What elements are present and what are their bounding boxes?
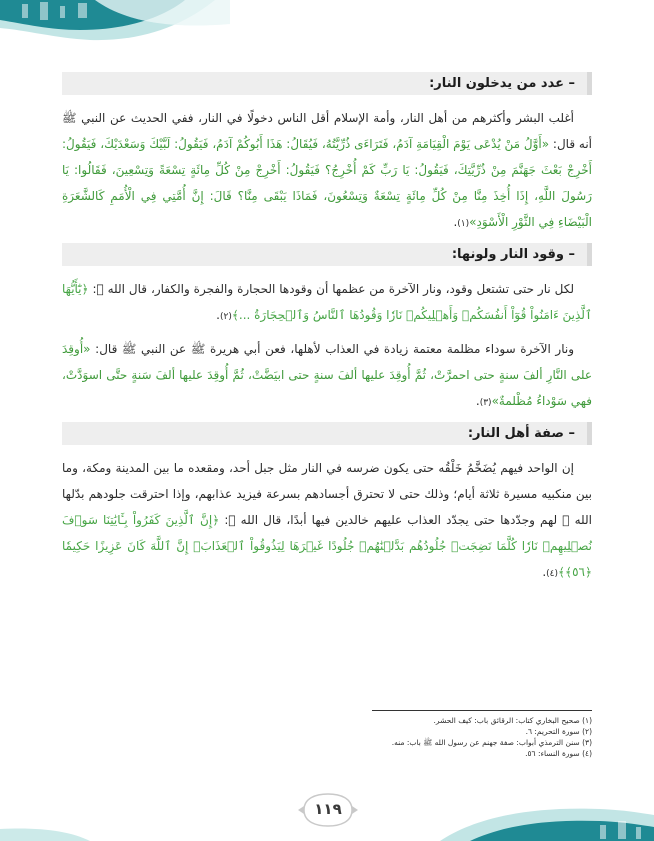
paragraph: لكل نار حتى تشتعل وقود، ونار الآخرة من عظمها أن وقودها الحجارة والفجرة والكفار، قال الله ﷻ: ﴿يَٰٓأَيُّهَا ٱلَّذِينَ ءَامَنُواْ قُوٓاْ أَنفُسَكُمۡ وَأَهۡلِيكُمۡ نَارٗا وَقُودُهَا ٱلنَّاسُ وَٱلۡحِجَارَةُ ...﴾(٢).: [62, 282, 592, 322]
main-content: [62, 72, 592, 593]
footnote: (١) صحيح البخاري كتاب: الرقائق باب: كيف الحشر.: [433, 716, 592, 725]
footnotes: [370, 710, 592, 759]
page-number: ١١٩: [314, 800, 342, 818]
hadith-text: «أُوقِدَ على النَّارِ ألفَ سنةٍ حتى احمرَّتْ، ثُمَّ أُوقِدَ عليها ألفَ سنةٍ حتى ابيَضَّتْ، ثُمَّ أُوقِدَ عليها ألفَ سَنةٍ حتَّى اسوَدَّتْ، فهي سَوْداءُ مُظْلمةٌ»: [62, 342, 592, 408]
footnote-ref: (٢): [219, 312, 232, 322]
top-ornament: [0, 0, 654, 80]
footnote-divider: [372, 710, 592, 711]
paragraph-text: إن الواحد فيهم يُضَخَّمُ خَلْقُه حتى يكون ضرسه في النار مثل جبل أحد، ومقعده ما بين المدينة ومكة، وما بين منكبيه مسيرة ثلاثة أيام؛ وذلك حتى لا تحترق أجسادهم بسرعة فيزيد عذابهم، وإذا احترقت جلودهم بدّلها الله ﷻ لهم وجدّدها حتى يجدّد العذاب عليهم خالدين فيها أبدًا، قال الله ﷻ:: [62, 461, 593, 527]
paragraph-text: ونار الآخرة سوداء مظلمة معتمة زيادة في العذاب لأهلها، فعن أبي هريرة ﷺ عن النبي ﷺ قال:: [90, 342, 574, 356]
footnote: (٢) سورة التحريم: ٦.: [525, 727, 592, 736]
paragraph: إن الواحد فيهم يُضَخَّمُ خَلْقُه حتى يكون ضرسه في النار مثل جبل أحد، ومقعده ما بين المدينة ومكة، وما بين منكبيه مسيرة ثلاثة أيام؛ وذلك حتى لا تحترق أجسادهم بسرعة فيزيد عذابهم، وإذا احترقت جلودهم بدّلها الله ﷻ لهم وجدّدها حتى يجدّد العذاب عليهم خالدين فيها أبدًا، قال الله ﷻ: ﴿إِنَّ ٱلَّذِينَ كَفَرُواْ بِـَٔايَٰتِنَا سَوۡفَ نُصۡلِيهِمۡ نَارٗا كُلَّمَا نَضِجَتۡ جُلُودُهُم بَدَّلۡنَٰهُمۡ جُلُودًا غَيۡرَهَا لِيَذُوقُواْ ٱلۡعَذَابَۗ إِنَّ ٱللَّهَ كَانَ عَزِيزًا حَكِيمٗا ﴿٥٦﴾﴾(٤).: [62, 461, 593, 579]
paragraph-text: أغلب البشر وأكثرهم من أهل النار، وأمة الإسلام أقل الناس دخولًا في النار، ففي الحديث عن النبي ﷺ أنه قال:: [62, 111, 593, 151]
footnote-ref: (٣): [479, 398, 492, 408]
footnote-ref: (١): [457, 219, 470, 229]
hadith-text: «أَوَّلُ مَنْ يُدْعَى يَوْمَ الْقِيَامَةِ آدَمُ، فَتَرَاءَى ذُرِّيَّتُهُ، فَيُقَالُ: هَذَا أَبُوكُمْ آدَمُ، فَيَقُولُ: لَبَّيْكَ وَسَعْدَيْكَ، فَيَقُولُ: أَخْرِجْ بَعْثَ جَهَنَّمَ مِنْ ذُرِّيَّتِكَ، فَيَقُولُ: يَا رَبِّ كَمْ أُخْرِجُ؟ فَيَقُولُ: أَخْرِجْ مِنْ كُلِّ مِائَةٍ تِسْعَةً وَتِسْعِينَ، فَقَالُوا: يَا رَسُولَ اللَّهِ، إِذَا أُخِذَ مِنَّا مِنْ كُلِّ مِائَةٍ تِسْعَةٌ وَتِسْعُونَ، فَمَاذَا يَبْقَى مِنَّا؟ قَالَ: إِنَّ أُمَّتِي فِي الْأُمَمِ كَالشَّعَرَةِ الْبَيْضَاءِ فِي الثَّوْرِ الْأَسْوَدِ»: [62, 137, 592, 229]
footnote: (٣) سنن الترمذي أبواب: صفة جهنم عن رسول الله ﷺ باب: منه.: [391, 738, 592, 747]
footnote-ref: (٤): [546, 569, 559, 579]
paragraph: ونار الآخرة سوداء مظلمة معتمة زيادة في العذاب لأهلها، فعن أبي هريرة ﷺ عن النبي ﷺ قال: «أُوقِدَ على النَّارِ ألفَ سنةٍ حتى احمرَّتْ، ثُمَّ أُوقِدَ عليها ألفَ سنةٍ حتى ابيَضَّتْ، ثُمَّ أُوقِدَ عليها ألفَ سَنةٍ حتَّى اسوَدَّتْ، فهي سَوْداءُ مُظْلمةٌ»(٣).: [62, 342, 592, 408]
quran-verse: ﴿يَٰٓأَيُّهَا ٱلَّذِينَ ءَامَنُواْ قُوٓاْ أَنفُسَكُمۡ وَأَهۡلِيكُمۡ نَارٗا وَقُودُهَا ٱلنَّاسُ وَٱلۡحِجَارَةُ ...﴾: [62, 282, 592, 322]
section-heading: – عدد من يدخلون النار:: [62, 72, 592, 95]
section-heading: – صفة أهل النار:: [62, 422, 592, 445]
section-heading: – وقود النار ولونها:: [62, 243, 592, 266]
paragraph: أغلب البشر وأكثرهم من أهل النار، وأمة الإسلام أقل الناس دخولًا في النار، ففي الحديث عن النبي ﷺ أنه قال: «أَوَّلُ مَنْ يُدْعَى يَوْمَ الْقِيَامَةِ آدَمُ، فَتَرَاءَى ذُرِّيَّتُهُ، فَيُقَالُ: هَذَا أَبُوكُمْ آدَمُ، فَيَقُولُ: لَبَّيْكَ وَسَعْدَيْكَ، فَيَقُولُ: أَخْرِجْ بَعْثَ جَهَنَّمَ مِنْ ذُرِّيَّتِكَ، فَيَقُولُ: يَا رَبِّ كَمْ أُخْرِجُ؟ فَيَقُولُ: أَخْرِجْ مِنْ كُلِّ مِائَةٍ تِسْعَةً وَتِسْعِينَ، فَقَالُوا: يَا رَسُولَ اللَّهِ، إِذَا أُخِذَ مِنَّا مِنْ كُلِّ مِائَةٍ تِسْعَةٌ وَتِسْعُونَ، فَمَاذَا يَبْقَى مِنَّا؟ قَالَ: إِنَّ أُمَّتِي فِي الْأُمَمِ كَالشَّعَرَةِ الْبَيْضَاءِ فِي الثَّوْرِ الْأَسْوَدِ»(١).: [62, 111, 593, 229]
footnote: (٤) سورة النساء: ٥٦.: [525, 749, 592, 758]
paragraph-text: لكل نار حتى تشتعل وقود، ونار الآخرة من عظمها أن وقودها الحجارة والفجرة والكفار، قال الله ﷻ:: [88, 282, 574, 296]
quran-verse: ﴿إِنَّ ٱلَّذِينَ كَفَرُواْ بِـَٔايَٰتِنَا سَوۡفَ نُصۡلِيهِمۡ نَارٗا كُلَّمَا نَضِجَتۡ جُلُودُهُم بَدَّلۡنَٰهُمۡ جُلُودًا غَيۡرَهَا لِيَذُوقُواْ ٱلۡعَذَابَۗ إِنَّ ٱللَّهَ كَانَ عَزِيزًا حَكِيمٗا ﴿٥٦﴾﴾: [62, 513, 592, 579]
page-number-badge: [296, 790, 360, 830]
